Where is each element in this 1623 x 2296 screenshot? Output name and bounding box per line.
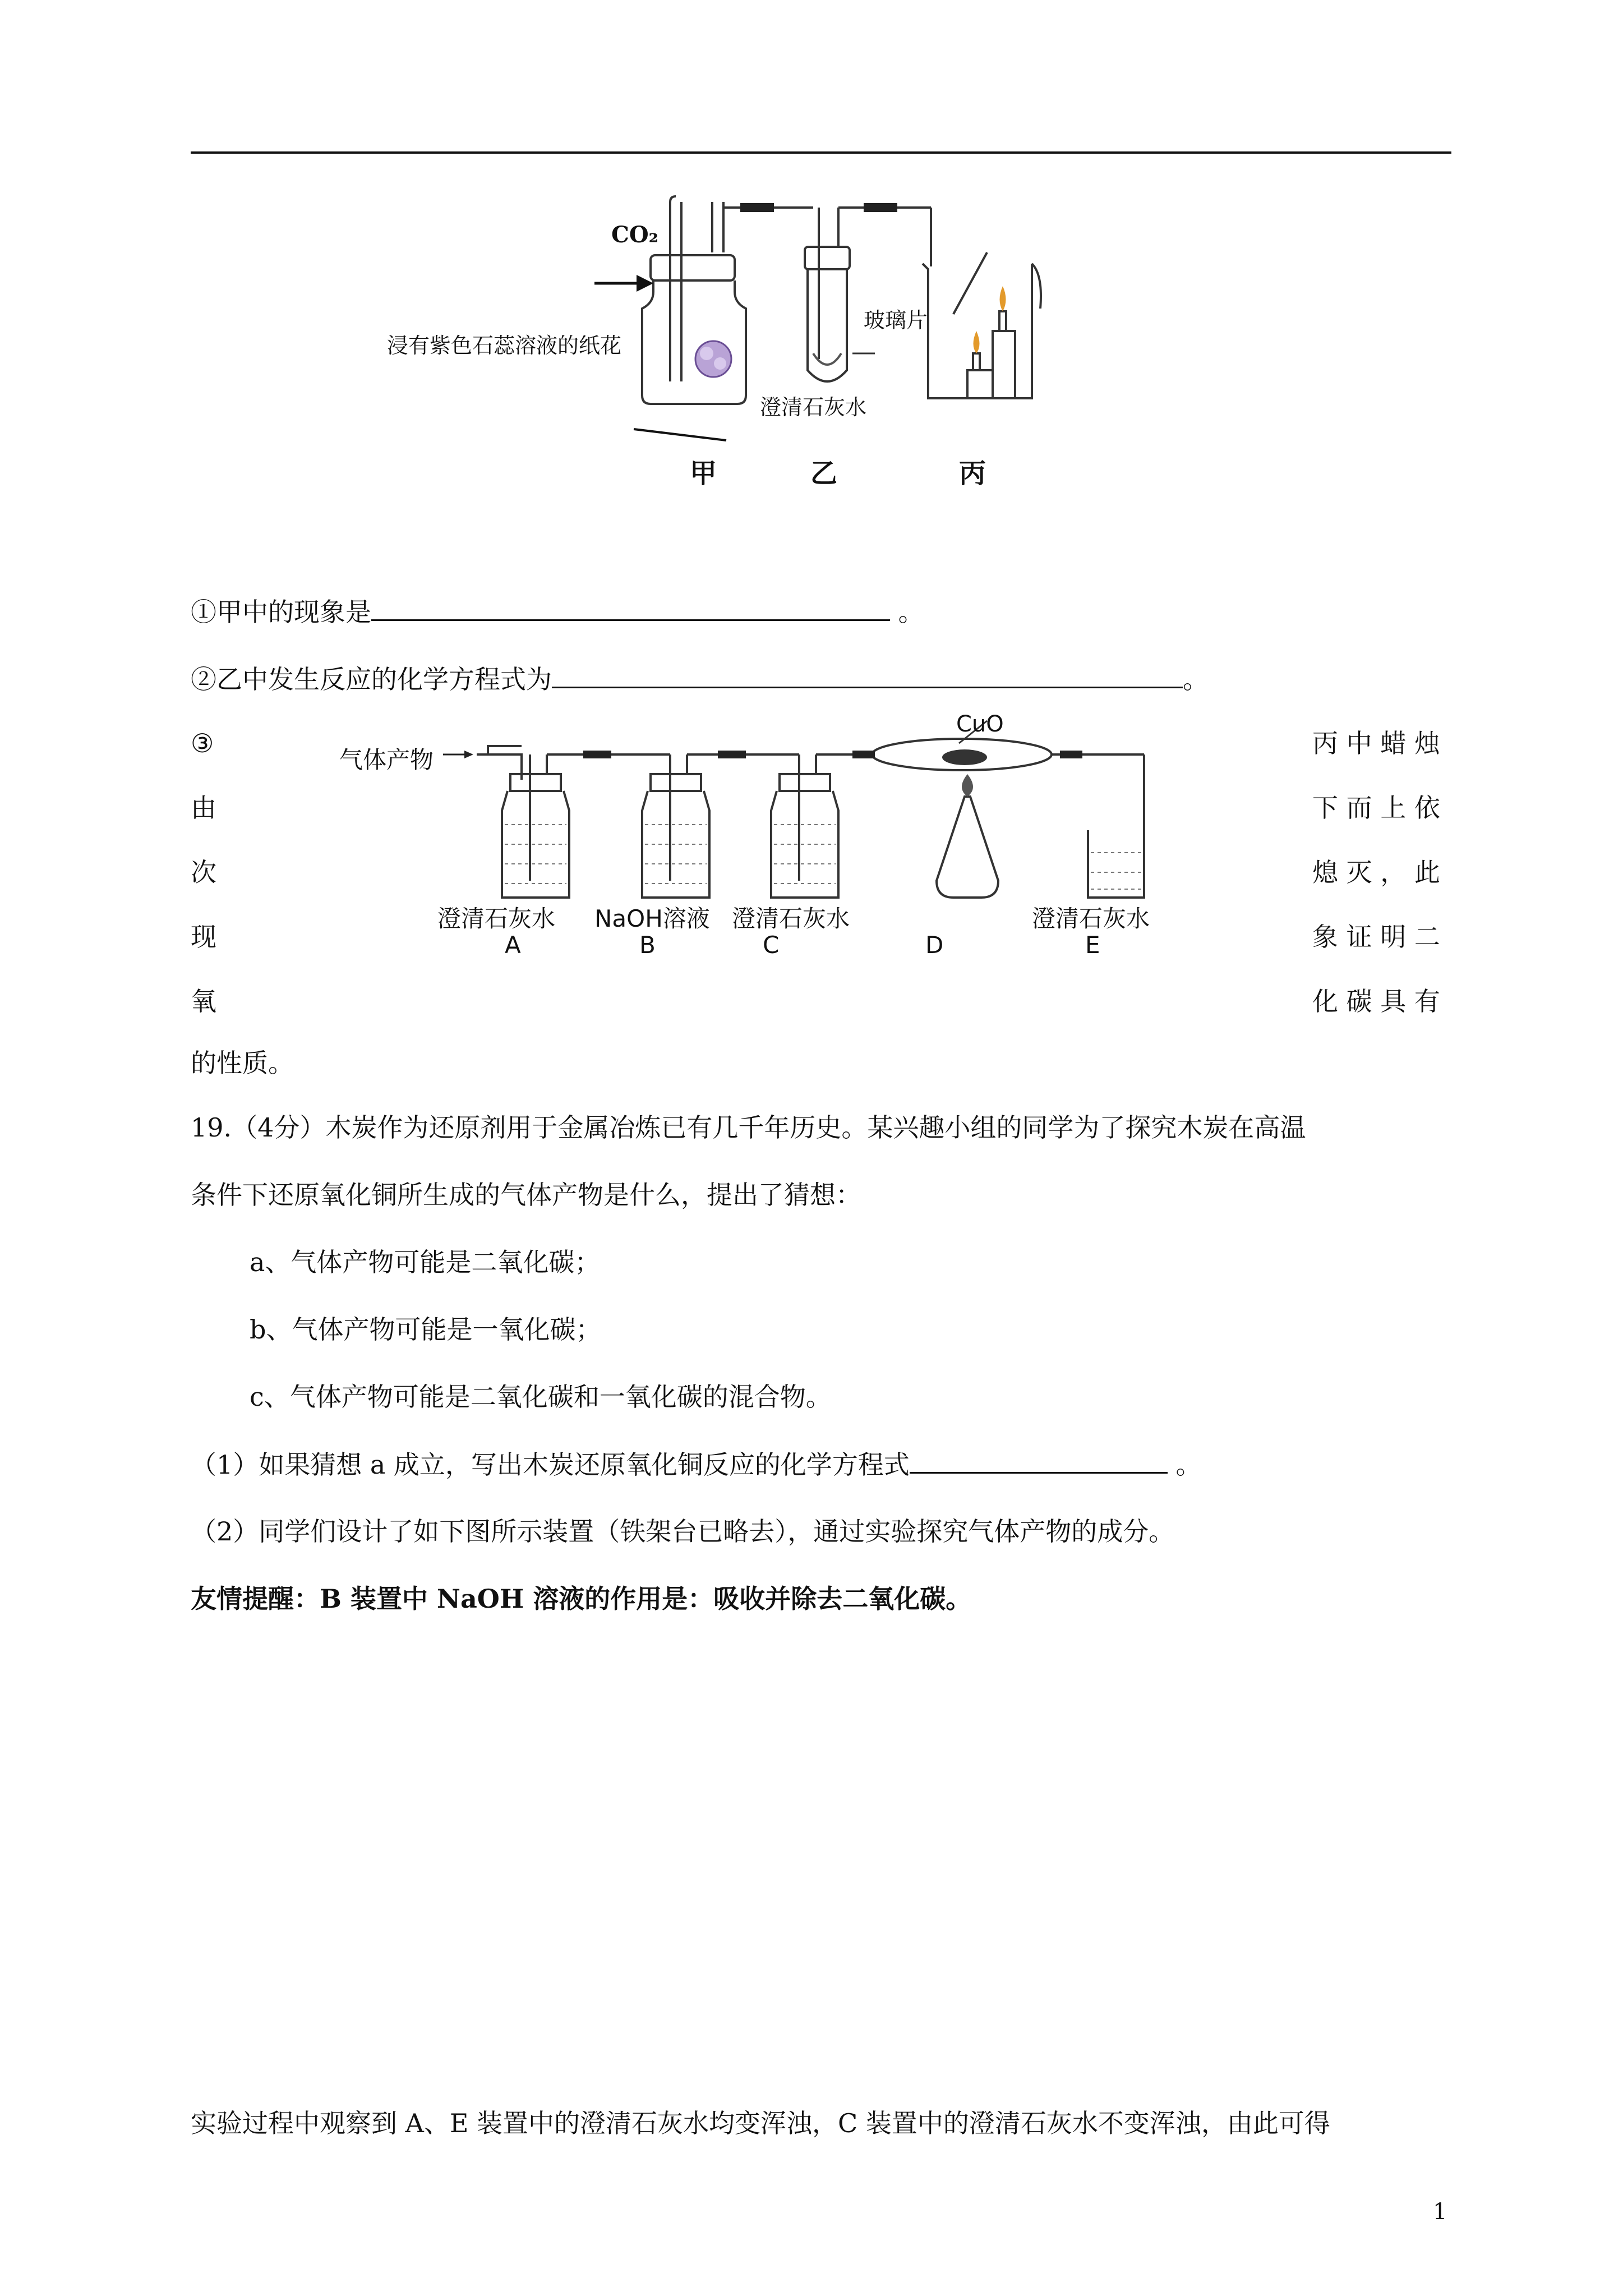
q19-sub1-text: （1）如果猜想 a 成立，写出木炭还原氧化铜反应的化学方程式 [191,1450,910,1480]
d-letter: D [925,931,944,959]
arrow-icon [464,751,473,758]
q18-item3-left-2: 次 [191,857,216,887]
q19-sub1-suffix: 。 [1167,1450,1202,1480]
b-name: NaOH溶液 [594,905,710,932]
flame-icon [974,331,980,353]
q19-sub1 [191,1447,1202,1481]
q19-line2: 条件下还原氧化铜所生成的气体产物是什么，提出了猜想： [191,1180,861,1210]
q18-item3-end: 的性质。 [191,1048,294,1078]
cuo-powder [942,749,987,765]
q18-item2 [191,662,1209,696]
q18-item3-right-3: 熄 灭 ， 此 [1312,857,1440,887]
q18-item3-right-5: 化 碳 具 有 [1312,986,1440,1016]
header-rule [191,151,1451,154]
a-letter: A [505,931,521,959]
q18-item3-right-2: 下 而 上 依 [1312,793,1440,823]
q19-sub2: （2）同学们设计了如下图所示装置（铁架台已略去），通过实验探究气体产物的成分。 [191,1516,1175,1547]
paper-flower-label: 浸有紫色石蕊溶液的纸花 [387,333,622,358]
flower-icon [695,341,731,377]
label-jia: 甲 [690,458,717,489]
q18-item3-marker: ③ [191,728,214,758]
page-number: 1 [1433,2199,1447,2225]
q19-guess-b: b、气体产物可能是一氧化碳； [250,1314,602,1345]
b-letter: B [639,931,656,959]
co2-label: CO₂ [611,222,659,248]
figure-gas-apparatus [336,712,1155,982]
cuo-label: CuO [956,711,1004,737]
c-letter: C [763,931,780,959]
label-yi: 乙 [810,458,838,489]
q19-guess-a: a、气体产物可能是二氧化碳； [250,1247,601,1277]
q18-item3-right-1: 丙 中 蜡 烛 [1312,728,1440,758]
answer-blank-3[interactable] [910,1447,1168,1474]
q18-item1-suffix: 。 [890,597,924,627]
gas-label: 气体产物 [339,746,434,774]
answer-blank-2[interactable] [552,662,1183,688]
flame-icon [1000,286,1006,311]
liquid-fill [505,825,1141,889]
test-tube-yi [805,208,850,381]
e-letter: E [1085,931,1100,959]
q18-item3-left-3: 现 [191,922,216,952]
q18-item2-text: ②乙中发生反应的化学方程式为 [191,664,552,694]
q19-tip: 友情提醒：B 装置中 NaOH 溶液的作用是：吸收并除去二氧化碳。 [191,1584,972,1614]
c-name: 澄清石灰水 [732,905,850,932]
q18-item1-text: ①甲中的现象是 [191,597,371,627]
q19-guess-c: c、气体产物可能是二氧化碳和一氧化碳的混合物。 [250,1382,832,1412]
q18-item1 [191,595,924,629]
answer-blank-1[interactable] [371,595,890,621]
flame-icon [962,774,973,797]
glass-label: 玻璃片 [864,308,928,333]
a-name: 澄清石灰水 [437,905,556,932]
e-name: 澄清石灰水 [1032,905,1150,932]
q18-item2-suffix: 。 [1183,664,1209,694]
q18-item3-right-4: 象 证 明 二 [1312,922,1440,952]
label-bing: 丙 [959,458,986,489]
beaker-bing [923,252,1041,398]
q19-observation: 实验过程中观察到 A、E 装置中的澄清石灰水均变浑浊，C 装置中的澄清石灰水不变浑浊，由此可得 [191,2108,1330,2138]
limewater-label-yi: 澄清石灰水 [760,395,867,420]
q18-item3-left-4: 氧 [191,986,216,1016]
q18-item3-left-1: 由 [191,793,216,823]
q19-line1: 19.（4分）木炭作为还原剂用于金属冶炼已有几千年历史。某兴趣小组的同学为了探究木炭在高温 [191,1112,1306,1143]
